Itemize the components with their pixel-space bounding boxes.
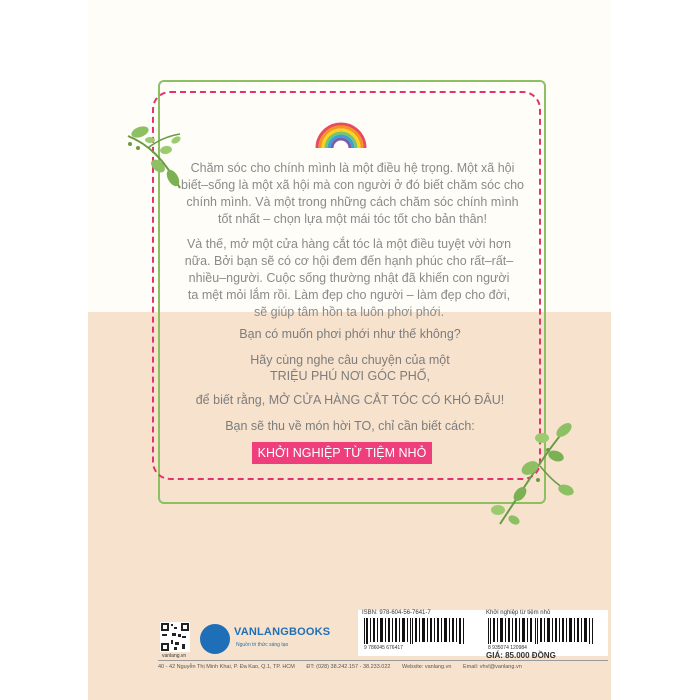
isbn-barcode-icon bbox=[362, 618, 470, 648]
qr-code-icon bbox=[160, 622, 190, 652]
publisher-contact bbox=[158, 664, 608, 670]
publisher-address: 40 - 42 Nguyễn Thị Minh Khai, P. Đa Kao, Q.1, TP. HCM bbox=[158, 664, 295, 670]
product-barcode-icon bbox=[486, 618, 598, 648]
publisher-name: VANLANGBOOKS bbox=[234, 626, 331, 638]
cta-banner: KHỞI NGHIỆP TỪ TIỆM NHỎ bbox=[252, 442, 432, 464]
product-barcode-number: 8 935074 120984 bbox=[488, 645, 527, 651]
isbn-barcode-number: 9 786045 676417 bbox=[364, 645, 403, 651]
rainbow-icon bbox=[313, 118, 369, 150]
leaf-branch-bottom-right-icon bbox=[480, 416, 580, 532]
question-line: Bạn có muốn phơi phới như thế không? bbox=[239, 327, 461, 341]
gift-line: Bạn sẽ thu về món hời TO, chỉ cần biết cách: bbox=[225, 419, 475, 433]
footer-divider bbox=[158, 660, 608, 661]
qr-caption: vanlang.vn bbox=[162, 653, 187, 659]
book-title-small: Khởi nghiệp từ tiệm nhỏ bbox=[486, 610, 551, 616]
know-line: để biết rằng, MỞ CỬA HÀNG CẮT TÓC CÓ KHÓ ĐÂU! bbox=[195, 393, 505, 407]
publisher-logo bbox=[200, 622, 350, 658]
isbn-text: ISBN: 978-604-56-7641-7 bbox=[362, 610, 431, 616]
price-label: GIÁ: 85.000 ĐỒNG bbox=[486, 651, 556, 660]
book-back-cover bbox=[88, 0, 611, 700]
publisher-email: Email: vhvl@vanlang.vn bbox=[462, 664, 522, 670]
story-line-2: TRIỆU PHÚ NƠI GÓC PHỐ, bbox=[269, 369, 431, 383]
intro-paragraph: Chăm sóc cho chính mình là một điều hệ trọng. Một xã hội biết–sống là một xã hội mà con người ở đó biết chăm sóc cho chính mình. Và một trong những cách chăm sóc chính mình tốt nhất – chọn lựa một mái tóc tốt cho bản thân! bbox=[181, 161, 524, 226]
second-paragraph: Và thế, mở một cửa hàng cắt tóc là một điều tuyệt vời hơn nữa. Bởi bạn sẽ có cơ hội đem đến hạnh phúc cho rất–rất–nhiều–người. Cuộc sống thường nhật đã khiến con người ta mệt mỏi lắm rồi. Làm đẹp cho người – làm đẹp cho đời, sẽ giúp tâm hồn ta luôn phơi phới. bbox=[184, 237, 514, 319]
publisher-logo-mark-icon bbox=[200, 624, 230, 654]
publisher-phone: ĐT: (028) 38.242.157 - 38.233.022 bbox=[306, 664, 391, 670]
story-line-1: Hãy cùng nghe câu chuyện của một bbox=[250, 353, 450, 367]
publisher-tagline: Nguồn tri thức sáng tạo bbox=[236, 642, 289, 648]
publisher-website: Website: vanlang.vn bbox=[402, 664, 452, 670]
